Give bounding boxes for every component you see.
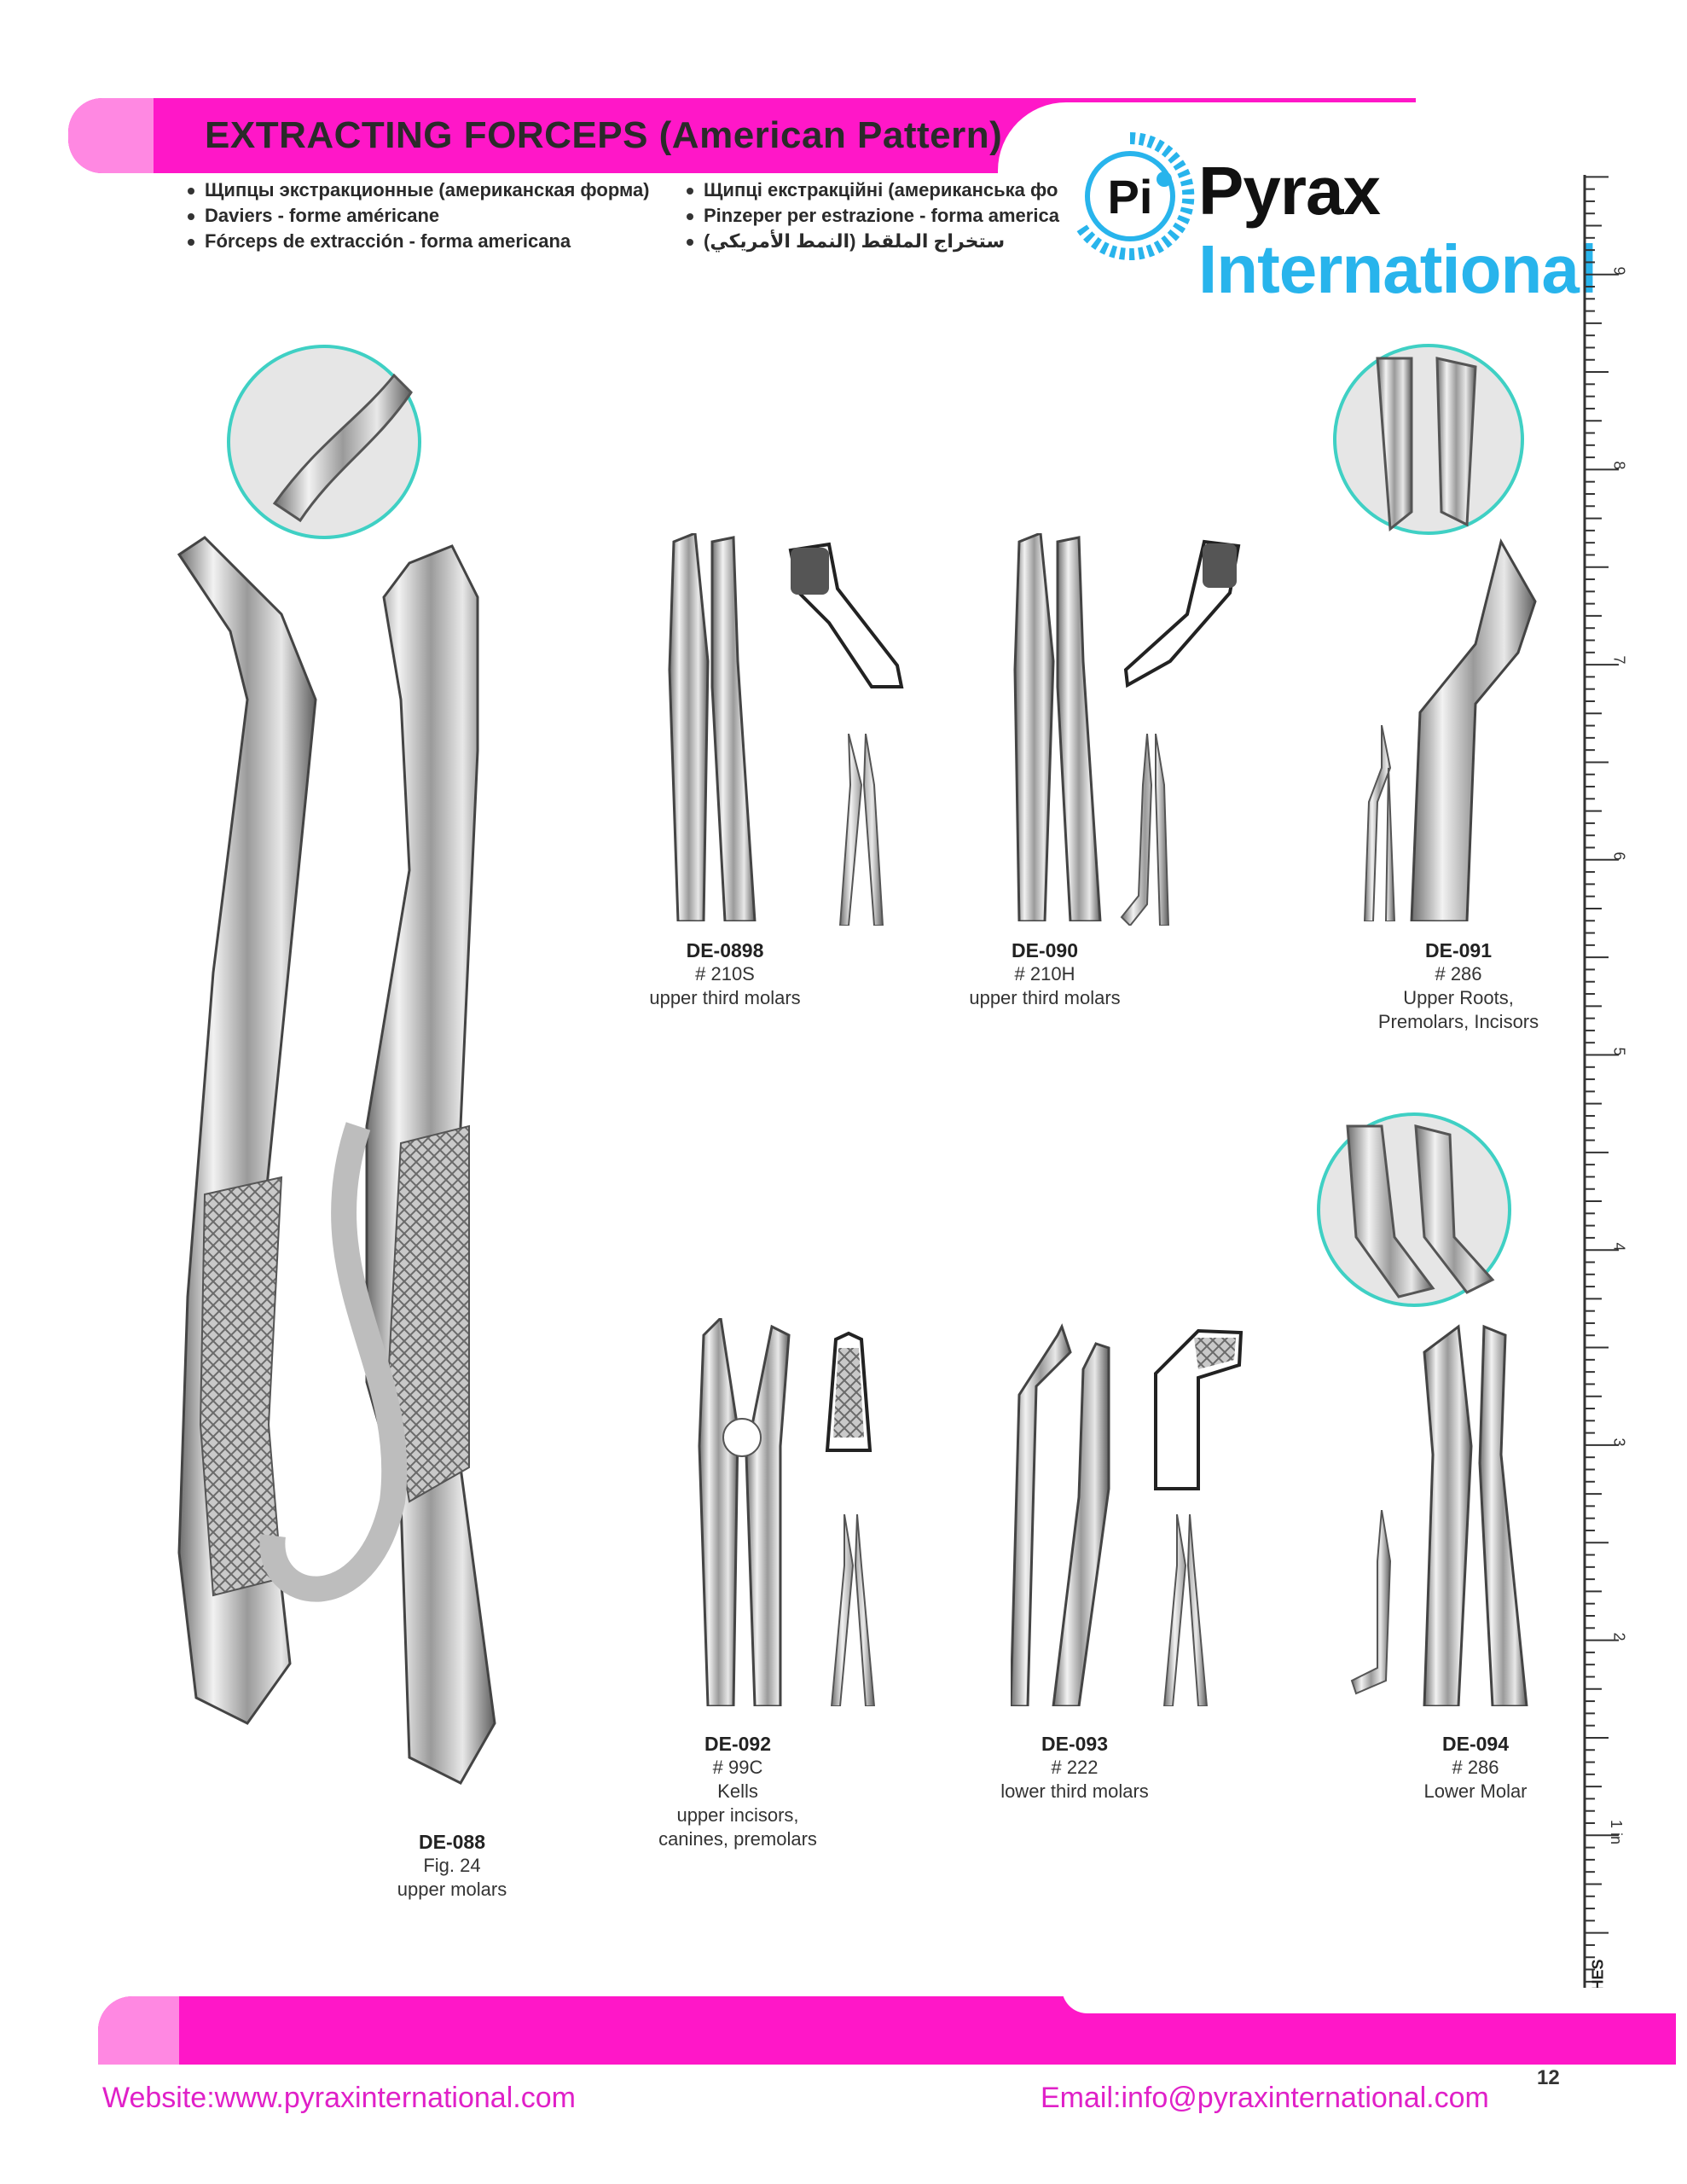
- tip-detail-circle-de-088: [223, 341, 425, 543]
- ruler-number: 4: [1610, 1242, 1628, 1252]
- forceps-de-088-image: [154, 529, 563, 1800]
- ruler-number: 9: [1610, 266, 1628, 276]
- forceps-de-091-image: [1399, 533, 1544, 921]
- product-code: DE-094: [1442, 1733, 1509, 1755]
- bullet-icon: [188, 188, 194, 195]
- beak-profile-de-0898-icon: [778, 537, 914, 695]
- product-detail: lower third molars: [1000, 1780, 1149, 1802]
- forceps-de-093-thumbnail: [1156, 1514, 1215, 1706]
- footer-website-link[interactable]: Website:www.pyraxinternational.com: [102, 2082, 576, 2114]
- subtitle-item: Daviers - forme américane: [188, 205, 650, 227]
- ruler-number: 8: [1610, 461, 1628, 470]
- product-code: DE-0898: [686, 939, 764, 961]
- forceps-de-094-image: [1407, 1318, 1552, 1706]
- beak-profile-de-090-icon: [1119, 533, 1247, 691]
- forceps-de-090-thumbnail: [1113, 734, 1181, 926]
- logo-wordmark: Pyrax International: [1198, 153, 1597, 307]
- product-detail: Premolars, Incisors: [1377, 1011, 1539, 1032]
- forceps-de-092-thumbnail: [823, 1514, 883, 1706]
- beak-profile-de-092-icon: [815, 1327, 883, 1455]
- forceps-de-093-image: [1011, 1318, 1139, 1706]
- product-label-de-094: [1390, 1732, 1561, 1804]
- product-detail: # 210S: [695, 963, 755, 985]
- product-detail: canines, premolars: [658, 1828, 817, 1850]
- forceps-de-0898-thumbnail: [832, 734, 891, 926]
- ruler-number: 3: [1610, 1438, 1628, 1447]
- product-detail: # 210H: [1014, 963, 1075, 985]
- product-detail: # 286: [1452, 1757, 1499, 1778]
- inch-ruler: [1582, 175, 1633, 2052]
- bullet-icon: [687, 239, 693, 246]
- subtitle-item: ستخراج الملقط (النمط الأمريكي): [687, 230, 1062, 253]
- product-detail: # 99C: [712, 1757, 763, 1778]
- bullet-icon: [188, 213, 194, 220]
- product-label-de-091: [1356, 938, 1561, 1034]
- product-detail: upper incisors,: [676, 1804, 799, 1826]
- header-band-tip: [68, 98, 154, 173]
- pyrax-logo-icon: [1062, 128, 1198, 264]
- bullet-icon: [188, 239, 194, 246]
- product-detail: upper third molars: [649, 987, 801, 1008]
- logo-mark-text: Pi: [1107, 170, 1153, 224]
- product-label-de-092: [635, 1732, 840, 1851]
- beak-profile-de-093-icon: [1147, 1322, 1249, 1493]
- forceps-de-094-thumbnail: [1343, 1510, 1403, 1698]
- product-code: DE-088: [419, 1831, 485, 1853]
- subtitle-list-left: [188, 179, 650, 253]
- product-detail: # 222: [1051, 1757, 1099, 1778]
- product-label-de-088: [358, 1830, 546, 1902]
- subtitle-item: Щипці екстракційні (американська фо: [687, 179, 1062, 201]
- ruler-number: 2: [1610, 1632, 1628, 1641]
- ruler-number: 6: [1610, 851, 1628, 861]
- footer-band-cutout: [1062, 1988, 1687, 2013]
- product-label-de-093: [972, 1732, 1177, 1804]
- product-label-de-0898: [614, 938, 836, 1010]
- product-detail: # 286: [1435, 963, 1482, 985]
- ruler-number: 1 in: [1608, 1819, 1626, 1845]
- product-detail: Upper Roots,: [1403, 987, 1514, 1008]
- page-number: 12: [1537, 2066, 1560, 2089]
- product-code: DE-091: [1425, 939, 1492, 961]
- product-detail: upper molars: [397, 1879, 507, 1900]
- bullet-icon: [687, 188, 693, 195]
- subtitle-list-right: [687, 179, 1062, 253]
- product-detail: Fig. 24: [423, 1855, 481, 1876]
- footer-band-tip: [98, 1996, 179, 2065]
- tip-detail-circle-de-094: [1313, 1109, 1515, 1310]
- forceps-de-090-image: [994, 533, 1122, 921]
- product-detail: Kells: [717, 1780, 758, 1802]
- forceps-de-0898-image: [644, 533, 772, 921]
- subtitle-item: Fórceps de extracción - forma americana: [188, 230, 650, 253]
- forceps-de-092-image: [687, 1318, 823, 1706]
- product-detail: upper third molars: [969, 987, 1121, 1008]
- product-label-de-090: [942, 938, 1147, 1010]
- ruler-number: 5: [1610, 1047, 1628, 1056]
- forceps-de-091-thumbnail: [1356, 725, 1399, 921]
- product-code: DE-093: [1041, 1733, 1108, 1755]
- tip-detail-circle-de-091: [1330, 341, 1527, 537]
- footer-email-link[interactable]: Email:info@pyraxinternational.com: [1041, 2082, 1489, 2114]
- subtitle-item: Pinzeper per estrazione - forma america: [687, 205, 1062, 227]
- ruler-number: 7: [1610, 655, 1628, 665]
- product-code: DE-092: [704, 1733, 771, 1755]
- page-title: EXTRACTING FORCEPS (American Pattern): [205, 114, 1003, 156]
- subtitle-item: Щипцы экстракционные (американская форма): [188, 179, 650, 201]
- product-code: DE-090: [1012, 939, 1078, 961]
- bullet-icon: [687, 213, 693, 220]
- product-detail: Lower Molar: [1423, 1780, 1528, 1802]
